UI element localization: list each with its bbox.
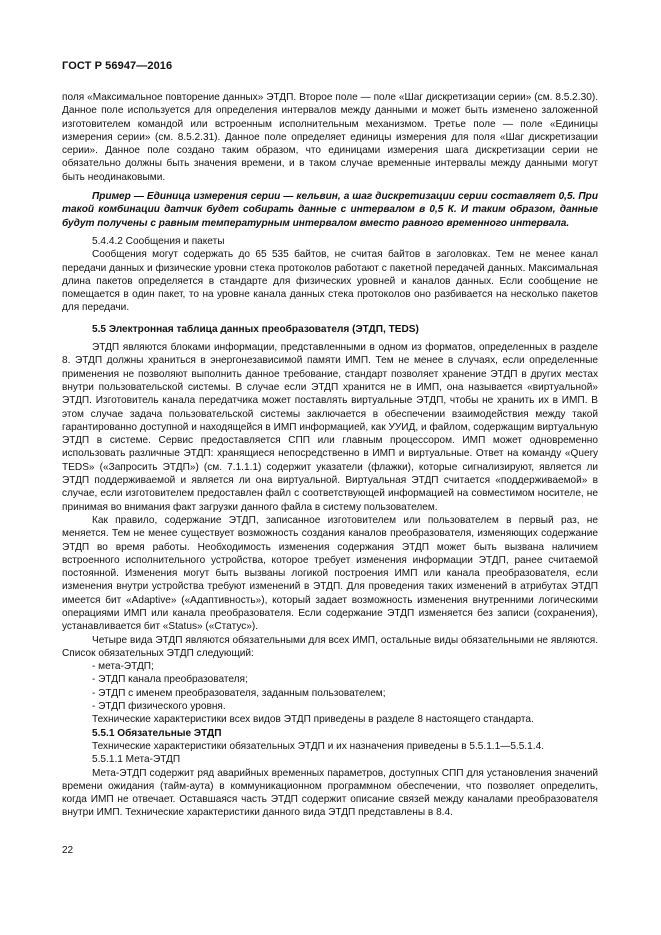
- paragraph: Технические характеристики обязательных ЭТДП и их назначения приведены в 5.5.1.1—5.5.1.4.: [92, 740, 544, 752]
- list-item: - ЭТДП канала преобразователя;: [92, 674, 248, 686]
- section-5-5-title: 5.5 Электронная таблица данных преобразователя (ЭТДП, TEDS): [92, 323, 419, 335]
- list-item: - ЭТДП физического уровня.: [92, 701, 226, 713]
- page-number: 22: [62, 845, 74, 856]
- section-5-4-4-2-title: 5.4.4.2 Сообщения и пакеты: [92, 235, 225, 247]
- list-item: - мета-ЭТДП;: [92, 661, 154, 673]
- paragraph: Как правило, содержание ЭТДП, записанное изготовителем или пользователем в первый раз, не меняется. Тем не менее существует возможность создания каналов преобразователя, изменяющих содержание ЭТДП во время работы. Необходимость изменения содержания ЭТДП может быть вызвана наличием встроенного исполнительного устройства, которое требует изменения информации ЭТДП, ранее считаемой постоянной. Изменения могут быть вызваны логикой построения ИМП или канала преобразователя, если изменения внутри устройства требуют изменений в ЭТДП. Для проведения таких изменений в атрибутах ЭТДП имеется бит «Adaptive» («Адаптивность»), который задает возможность изменения внутренними логическими операциями ИМП или канала преобразователя. Если содержание ЭТДП изменяется без записи (сохранения), устанавливается бит «Status» («Статус»).: [62, 514, 598, 633]
- mandatory-teds-list: [62, 660, 598, 713]
- paragraph: поля «Максимальное повторение данных» ЭТДП. Второе поле — поле «Шаг дискретизации серии» (см. 8.5.2.30). Данное поле используется для определения интервалов между данными и может быть изменено заложенной изготовителем командой или встроенным исполнительным механизмом. Третье поле — поле «Единицы измерения серии» (см. 8.5.2.31). Данное поле определяет единицы измерения для поля «Шаг дискретизации серии». Данное поле создано таким образом, что единицами измерения шага дискретизации серии не обязательно должны быть значения времени, и в таком случае временные интервалы между данными могут быть неодинаковыми.: [62, 92, 598, 183]
- paragraph: Четыре вида ЭТДП являются обязательными для всех ИМП, остальные виды обязательными не являются. Список обязательных ЭТДП следующий:: [62, 634, 598, 659]
- section-5-5-1-title: 5.5.1 Обязательные ЭТДП: [92, 727, 222, 739]
- paragraph: Сообщения могут содержать до 65 535 байтов, не считая байтов в заголовках. Тем не менее канал передачи данных и физические уровни стека протоколов работают с пакетной передачей данных. Максимальная длина пакетов определяется в стандарте для физических уровней и каналов данных. Если сообщение не помещается в один пакет, то на уровне канала данных стека протоколов оно разбивается на несколько пакетов для передачи.: [62, 249, 598, 314]
- document-header: ГОСТ Р 56947—2016: [62, 60, 173, 72]
- paragraph: Мета-ЭТДП содержит ряд аварийных временных параметров, доступных СПП для установления значений времени ожидания (тайм-аута) в коммуникационном программном обеспечении, что позволяет определить, когда ИМП не отвечает. Оставшаяся часть ЭТДП содержит описание связей между каналами преобразователя внутри ИМП. Технические характеристики данного вида ЭТДП представлены в 8.4.: [62, 767, 598, 819]
- paragraph: Технические характеристики всех видов ЭТДП приведены в разделе 8 настоящего стандарта.: [92, 714, 534, 726]
- section-5-5-1-1-title: 5.5.1.1 Мета-ЭТДП: [92, 754, 181, 766]
- list-item: - ЭТДП с именем преобразователя, заданным пользователем;: [92, 687, 386, 699]
- example-note: Пример — Единица измерения серии — кельвин, а шаг дискретизации серии составляет 0,5. При такой комбинации датчик будет собирать данные с интервалом в 0,5 К. И таким образом, данные будут получены с равным температурным интервалом вместо равного временного интервала.: [62, 191, 598, 229]
- page-body: [62, 91, 598, 820]
- paragraph: ЭТДП являются блоками информации, представленными в одном из форматов, определенных в разделе 8. ЭТДП должны храниться в энергонезависимой памяти ИМП. Тем не менее в случаях, если определенные применения не позволяют выполнить данное требование, стандарт позволяет хранение ЭТДП в других местах внутри пользовательской системы. В случае если ЭТДП хранится не в ИМП, она называется «виртуальной» ЭТДП. Изготовитель канала передатчика может поставлять виртуальные ЭТДП, чтобы не хранить их в ИМП. В этом случае задача пользовательской системы заключается в обеспечении взаимодействия между такой гарантированно доступной и находящейся в ИМП информацией, как УУИД, и файлом, содержащим виртуальную ЭТДП в системе. Сервис предоставляется СПП или главным процессором. ИМП может одновременно использовать различные ЭТДП: хранящиеся непосредственно в ИМП и виртуальные. Ответ на команду «Query TEDS» («Запросить ЭТДП») (см. 7.1.1.1) содержит указатели (флажки), которые сигнализируют, является ли ЭТДП поддерживаемой и является ли она виртуальной. Виртуальная ЭТДП считается «поддерживаемой» в случае, если изготовителем предоставлен файл с соответствующей информацией на совместимом носителе, не принимая во внимания факт загрузки данного файла в систему пользователем.: [62, 342, 598, 513]
